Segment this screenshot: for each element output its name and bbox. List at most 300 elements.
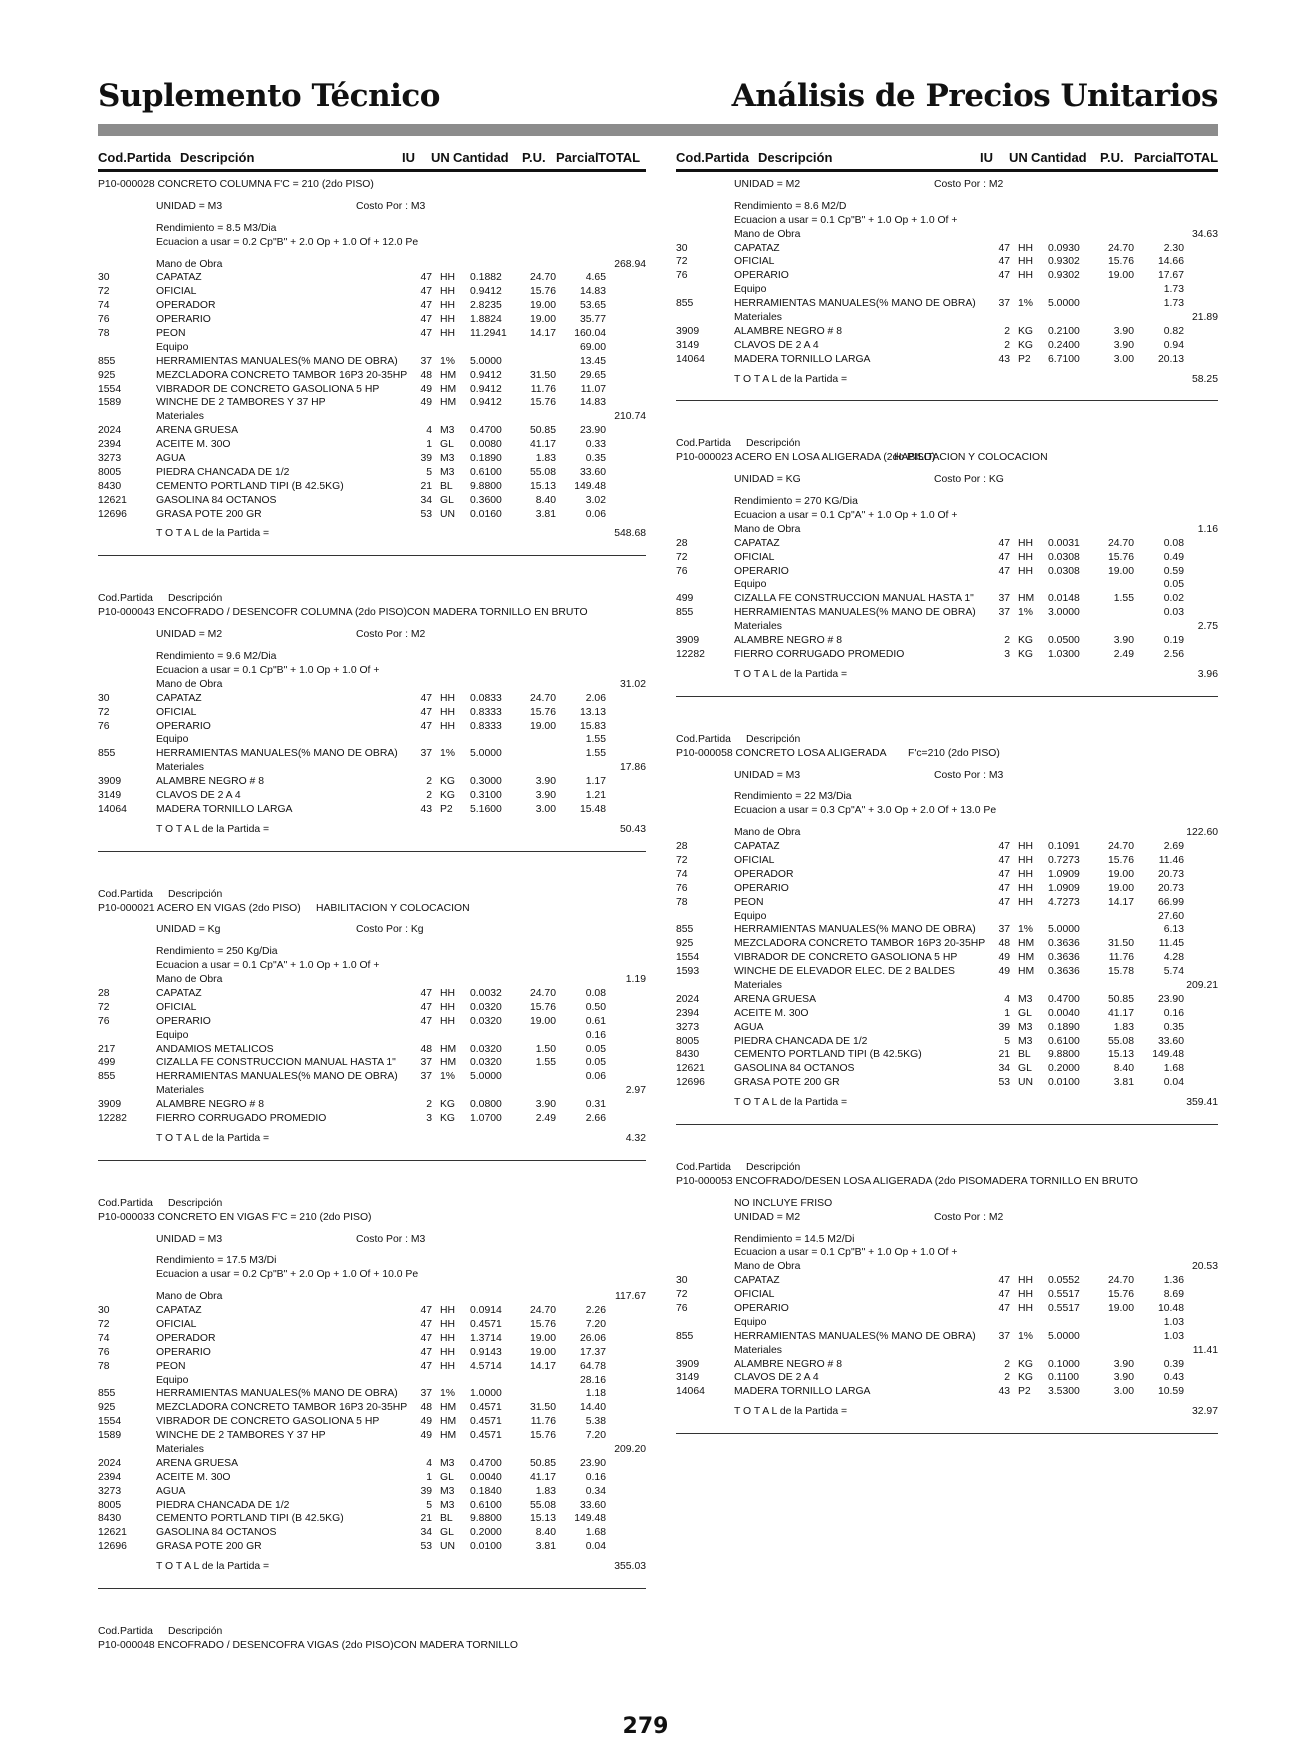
item-row: [98, 271, 646, 285]
item-desc: OFICIAL: [734, 1289, 775, 1301]
item-quantity: 0.4571: [470, 1416, 502, 1428]
unidad-text: UNIDAD = M2: [156, 629, 223, 641]
costo-text: Costo Por : Kg: [356, 924, 424, 936]
item-unit: HH: [440, 1001, 456, 1013]
partida-title: [676, 1175, 1218, 1189]
item-quantity: 2.8235: [470, 300, 502, 312]
category-label: Materiales: [156, 1085, 204, 1097]
item-desc: CAPATAZ: [734, 1275, 780, 1287]
item-partial: 1.68: [585, 1527, 606, 1539]
item-partial: 17.37: [579, 1346, 606, 1358]
item-quantity: 0.3636: [1048, 938, 1080, 950]
col-total: TOTAL: [598, 150, 641, 165]
unidad-text: UNIDAD = M2: [734, 179, 801, 190]
unidad-row: [98, 1233, 646, 1247]
item-iu: 47: [420, 286, 432, 298]
item-partial: 149.48: [574, 1513, 606, 1525]
col-desc: Descripción: [758, 150, 833, 165]
desc-label: Descripción: [746, 733, 801, 745]
item-desc: CAPATAZ: [156, 1305, 202, 1317]
item-desc: HERRAMIENTAS MANUALES(% MANO DE OBRA): [734, 924, 976, 936]
item-unit-price: 3.00: [1113, 353, 1134, 365]
item-desc: CAPATAZ: [734, 537, 780, 549]
item-unit: HM: [1018, 938, 1035, 950]
item-partial: 7.20: [585, 1430, 606, 1442]
item-row: [98, 692, 646, 706]
item-desc: OPERARIO: [734, 1303, 789, 1314]
item-partial: 23.90: [1157, 993, 1184, 1005]
item-desc: OFICIAL: [734, 854, 775, 866]
item-unit: HH: [1018, 270, 1034, 282]
item-iu: 47: [420, 328, 432, 340]
item-desc: OPERARIO: [156, 1346, 211, 1358]
category-label: Equipo: [156, 1029, 189, 1041]
item-iu: 4: [426, 425, 432, 437]
item-unit: HH: [440, 328, 456, 340]
item-row: [98, 466, 646, 480]
item-row: [98, 775, 646, 789]
item-code: 14064: [676, 1386, 705, 1398]
item-unit: 1%: [440, 355, 456, 367]
item-unit: M3: [440, 1457, 455, 1469]
item-unit-price: 3.90: [535, 776, 556, 788]
category-label: Mano de Obra: [734, 827, 801, 839]
item-unit: KG: [1018, 648, 1034, 660]
item-unit-price: 55.08: [529, 466, 556, 478]
item-partial: 0.35: [585, 453, 606, 465]
item-unit: HH: [1018, 551, 1034, 563]
item-quantity: 0.0040: [470, 1471, 502, 1483]
item-quantity: 1.0700: [470, 1112, 502, 1124]
item-unit: HM: [440, 369, 457, 381]
item-quantity: 0.5517: [1048, 1289, 1080, 1301]
cod-label: Cod.Partida: [676, 1161, 731, 1173]
item-unit-price: 55.08: [529, 1499, 556, 1511]
item-row: [98, 369, 646, 383]
item-row: [676, 1048, 1218, 1062]
partida-total: 355.03: [614, 1561, 646, 1573]
rendimiento-text: Rendimiento = 8.5 M3/Dia: [156, 222, 277, 234]
item-desc: OFICIAL: [156, 1319, 197, 1330]
item-row: [676, 269, 1218, 283]
item-quantity: 0.0032: [470, 987, 502, 999]
item-partial: 0.16: [585, 1029, 606, 1041]
item-code: 3273: [98, 453, 122, 465]
total-row: [676, 668, 1218, 682]
item-quantity: 0.4700: [470, 425, 502, 437]
item-partial: 0.05: [585, 1043, 606, 1055]
category-label: Equipo: [734, 579, 767, 591]
item-code: 72: [676, 551, 688, 563]
desc-label: Descripción: [168, 1197, 223, 1209]
partida-divider: [676, 1124, 1218, 1125]
item-code: 30: [98, 272, 110, 284]
desc-label: Descripción: [746, 438, 801, 450]
item-unit: HH: [440, 1305, 456, 1317]
item-iu: 48: [420, 1043, 432, 1055]
rendimiento-text: Rendimiento = 8.6 M2/D: [734, 200, 847, 212]
item-iu: 49: [420, 1430, 432, 1442]
ecuacion-text: Ecuacion a usar = 0.2 Cp"B" + 2.0 Op + 1.0 Of + 12.0 Pe: [156, 236, 419, 248]
item-quantity: 9.8800: [470, 480, 502, 492]
col-desc: Descripción: [180, 150, 255, 165]
item-unit: HH: [440, 272, 456, 284]
partida-title: [676, 451, 1218, 465]
item-row: [676, 951, 1218, 965]
cod-label: Cod.Partida: [98, 593, 153, 605]
item-unit-price: 19.00: [529, 1332, 556, 1344]
item-quantity: 0.0320: [470, 1015, 502, 1027]
category-row: [676, 228, 1218, 242]
item-quantity: 5.1600: [470, 803, 502, 815]
item-partial: 0.61: [585, 1015, 606, 1027]
item-quantity: 0.2100: [1048, 325, 1080, 337]
item-partial: 0.50: [585, 1001, 606, 1013]
col-un: UN: [1009, 150, 1028, 165]
item-desc: OPERADOR: [734, 868, 794, 880]
item-row: [676, 1274, 1218, 1288]
category-row: [676, 283, 1218, 297]
item-iu: 48: [420, 369, 432, 381]
cod-label: Cod.Partida: [98, 888, 153, 900]
item-unit-price: 3.90: [1113, 635, 1134, 647]
item-iu: 2: [1004, 635, 1010, 647]
item-desc: CAPATAZ: [156, 272, 202, 284]
partida-total: 359.41: [1186, 1097, 1218, 1109]
category-label: Mano de Obra: [156, 258, 223, 270]
item-unit: BL: [440, 480, 453, 492]
item-unit-price: 11.76: [530, 1416, 556, 1428]
item-partial: 14.83: [579, 286, 606, 298]
item-row: [676, 1062, 1218, 1076]
item-quantity: 0.0160: [470, 508, 502, 520]
item-code: 74: [676, 868, 688, 880]
item-unit: HH: [440, 1015, 456, 1027]
item-code: 78: [98, 1360, 110, 1372]
unidad-row: [676, 473, 1218, 487]
item-unit-price: 3.81: [535, 508, 556, 520]
item-desc: VIBRADOR DE CONCRETO GASOLIONA 5 HP: [156, 1416, 380, 1428]
item-unit-price: 50.85: [529, 425, 556, 437]
rendimiento-text: Rendimiento = 9.6 M2/Dia: [156, 651, 277, 663]
item-unit: HH: [440, 706, 456, 718]
item-row: [98, 1415, 646, 1429]
item-unit: M3: [1018, 1021, 1033, 1033]
item-partial: 13.45: [579, 355, 606, 367]
item-iu: 49: [420, 397, 432, 409]
item-unit-price: 1.50: [535, 1043, 556, 1055]
item-row: [676, 606, 1218, 620]
partida-total: 50.43: [619, 823, 646, 835]
item-quantity: 0.3636: [1048, 966, 1080, 978]
item-unit-price: 15.76: [1107, 854, 1134, 866]
item-quantity: 5.0000: [470, 355, 502, 367]
item-partial: 1.17: [585, 776, 606, 788]
item-quantity: 1.0909: [1048, 868, 1080, 880]
category-label: Equipo: [734, 284, 767, 296]
item-quantity: 0.9302: [1048, 270, 1080, 282]
item-unit: P2: [440, 803, 453, 815]
item-desc: PEON: [156, 328, 186, 340]
item-quantity: 5.0000: [1048, 1330, 1080, 1342]
item-code: 78: [676, 896, 688, 908]
category-total: 21.89: [1191, 312, 1218, 324]
item-iu: 49: [998, 952, 1010, 964]
item-iu: 47: [420, 1360, 432, 1372]
item-code: 72: [98, 706, 110, 718]
item-row: [98, 1332, 646, 1346]
item-iu: 21: [420, 1513, 432, 1525]
item-partial: 0.16: [1163, 1007, 1184, 1019]
unidad-text: UNIDAD = M3: [156, 200, 223, 212]
item-iu: 37: [420, 1057, 432, 1069]
item-code: 3273: [98, 1485, 122, 1497]
item-partial: 1.03: [1163, 1316, 1184, 1328]
item-iu: 47: [998, 1275, 1010, 1287]
item-unit-price: 3.81: [535, 1541, 556, 1553]
item-row: [676, 648, 1218, 662]
item-code: 8430: [98, 480, 122, 492]
total-row: [676, 1096, 1218, 1110]
item-code: 28: [98, 987, 110, 999]
partida-total: 58.25: [1191, 373, 1218, 385]
item-row: [98, 1098, 646, 1112]
costo-text: Costo Por : M2: [934, 179, 1004, 190]
item-unit: BL: [1018, 1049, 1031, 1061]
item-row: [98, 720, 646, 734]
item-unit: HH: [440, 300, 456, 312]
rendimiento-text: Rendimiento = 250 Kg/Dia: [156, 946, 278, 958]
item-iu: 1: [426, 1471, 432, 1483]
item-iu: 2: [426, 776, 432, 788]
item-row: [676, 840, 1218, 854]
header-bar: [98, 124, 1218, 136]
item-quantity: 0.0800: [470, 1099, 502, 1111]
item-row: [98, 1485, 646, 1499]
partida-header-row: [98, 1625, 646, 1639]
category-row: [676, 1260, 1218, 1274]
col-un: UN: [431, 150, 450, 165]
item-row: [98, 1512, 646, 1526]
item-quantity: 0.6100: [470, 466, 502, 478]
item-row: [676, 882, 1218, 896]
partida-title: [98, 606, 646, 620]
item-unit-price: 24.70: [1107, 242, 1134, 254]
category-label: Mano de Obra: [156, 678, 223, 690]
partida-extra: F'c=210 (2do PISO): [908, 747, 1000, 759]
ecuacion-text: Ecuacion a usar = 0.1 Cp"B" + 1.0 Op + 1.0 Of +: [734, 214, 958, 226]
category-total: 20.53: [1191, 1261, 1218, 1273]
item-partial: 0.08: [585, 987, 606, 999]
item-code: 855: [98, 1388, 116, 1400]
rendimiento-row: [98, 945, 646, 959]
item-code: 1589: [98, 1430, 122, 1442]
item-iu: 48: [998, 938, 1010, 950]
item-desc: CEMENTO PORTLAND TIPI (B 42.5KG): [156, 1513, 344, 1525]
item-partial: 4.65: [585, 272, 606, 284]
ecuacion-row: [98, 1268, 646, 1282]
partida-divider: [98, 555, 646, 556]
item-quantity: 0.0320: [470, 1057, 502, 1069]
item-row: [98, 987, 646, 1001]
item-desc: CAPATAZ: [734, 841, 780, 853]
item-unit-price: 24.70: [529, 987, 556, 999]
item-quantity: 0.1890: [1048, 1021, 1080, 1033]
spacer: [98, 250, 646, 258]
item-unit: KG: [1018, 339, 1034, 351]
partida-block: [98, 888, 646, 1161]
item-unit: 1%: [1018, 1330, 1034, 1342]
item-partial: 0.04: [585, 1541, 606, 1553]
item-quantity: 0.0930: [1048, 242, 1080, 254]
item-iu: 47: [420, 1015, 432, 1027]
item-unit: HH: [1018, 854, 1034, 866]
item-desc: PEON: [734, 896, 764, 908]
item-row: [98, 1540, 646, 1554]
item-row: [98, 494, 646, 508]
item-partial: 3.02: [585, 494, 606, 506]
category-row: [98, 733, 646, 747]
item-code: 28: [676, 841, 688, 853]
item-unit-price: 31.50: [529, 1402, 556, 1414]
item-partial: 1.55: [585, 748, 606, 760]
item-row: [676, 896, 1218, 910]
item-partial: 10.59: [1157, 1386, 1184, 1398]
item-row: [98, 452, 646, 466]
item-quantity: 0.0308: [1048, 551, 1080, 563]
desc-label: Descripción: [168, 593, 223, 605]
item-row: [98, 803, 646, 817]
item-desc: OPERARIO: [156, 314, 211, 326]
item-row: [98, 1360, 646, 1374]
partida-extra: HABILITACION Y COLOCACION: [894, 452, 1048, 464]
category-label: Equipo: [156, 341, 189, 353]
item-desc: PIEDRA CHANCADA DE 1/2: [156, 466, 290, 478]
item-unit: GL: [440, 494, 454, 506]
item-unit-price: 14.17: [1107, 896, 1134, 908]
item-iu: 47: [998, 565, 1010, 577]
item-desc: ARENA GRUESA: [156, 1457, 238, 1469]
item-unit-price: 15.13: [529, 1513, 556, 1525]
category-row: [98, 1374, 646, 1388]
item-partial: 0.04: [1163, 1077, 1184, 1089]
item-row: [98, 1457, 646, 1471]
item-iu: 53: [420, 1541, 432, 1553]
item-quantity: 0.4700: [1048, 993, 1080, 1005]
item-iu: 2: [1004, 339, 1010, 351]
partida-block: [676, 733, 1218, 1125]
category-row: [98, 678, 646, 692]
item-code: 3149: [676, 339, 700, 351]
item-row: [98, 327, 646, 341]
category-label: Equipo: [734, 910, 767, 922]
ecuacion-text: Ecuacion a usar = 0.2 Cp"B" + 2.0 Op + 1.0 Of + 10.0 Pe: [156, 1269, 419, 1281]
item-partial: 2.30: [1163, 242, 1184, 254]
item-partial: 17.67: [1157, 270, 1184, 282]
item-partial: 4.28: [1163, 952, 1184, 964]
unidad-row: [98, 628, 646, 642]
partida-total: 32.97: [1191, 1406, 1218, 1418]
item-partial: 0.31: [585, 1099, 606, 1111]
item-iu: 47: [420, 692, 432, 704]
item-unit-price: 19.00: [529, 300, 556, 312]
item-unit: M3: [440, 1485, 455, 1497]
spacer: [676, 487, 1218, 495]
partida-total: 4.32: [625, 1132, 646, 1144]
spacer: [98, 192, 646, 200]
item-partial: 1.68: [1163, 1063, 1184, 1075]
item-row: [98, 508, 646, 522]
item-quantity: 0.0914: [470, 1305, 502, 1317]
item-quantity: 3.5300: [1048, 1386, 1080, 1398]
item-unit-price: 14.17: [529, 328, 556, 340]
item-desc: GASOLINA 84 OCTANOS: [156, 494, 277, 506]
item-desc: PIEDRA CHANCADA DE 1/2: [156, 1499, 290, 1511]
item-iu: 37: [998, 924, 1010, 936]
item-desc: CLAVOS DE 2 A 4: [734, 1372, 819, 1384]
item-unit: KG: [440, 1112, 456, 1124]
item-unit-price: 24.70: [529, 1305, 556, 1317]
partida-block: [676, 1161, 1218, 1434]
cod-label: Cod.Partida: [676, 438, 731, 450]
partida-divider: [98, 851, 646, 852]
item-row: [676, 1288, 1218, 1302]
item-iu: 39: [998, 1021, 1010, 1033]
item-unit-price: 15.13: [529, 480, 556, 492]
item-unit: HH: [1018, 868, 1034, 880]
item-quantity: 0.0040: [1048, 1007, 1080, 1019]
item-quantity: 1.0300: [1048, 648, 1080, 660]
item-code: 1554: [98, 1416, 122, 1428]
item-partial: 14.83: [579, 397, 606, 409]
item-unit-price: 15.76: [529, 1430, 556, 1442]
item-iu: 47: [420, 1305, 432, 1317]
item-code: 12621: [98, 1527, 127, 1539]
partida-header-row: [98, 888, 646, 902]
spacer: [676, 761, 1218, 769]
item-quantity: 0.9143: [470, 1346, 502, 1358]
item-partial: 0.05: [1163, 579, 1184, 591]
item-unit: 1%: [440, 1071, 456, 1083]
item-quantity: 0.8333: [470, 720, 502, 732]
ecuacion-text: Ecuacion a usar = 0.1 Cp"A" + 1.0 Op + 1.0 Of +: [734, 510, 958, 522]
ecuacion-row: [98, 664, 646, 678]
rendimiento-row: [98, 1254, 646, 1268]
item-code: 2024: [676, 993, 700, 1005]
item-iu: 48: [420, 1402, 432, 1414]
item-desc: HERRAMIENTAS MANUALES(% MANO DE OBRA): [734, 607, 976, 619]
item-quantity: 0.6100: [470, 1499, 502, 1511]
item-unit: HH: [1018, 882, 1034, 894]
item-desc: ALAMBRE NEGRO # 8: [734, 635, 842, 647]
item-row: [98, 1015, 646, 1029]
item-row: [676, 923, 1218, 937]
item-unit-price: 3.00: [1113, 1386, 1134, 1398]
item-unit-price: 55.08: [1107, 1035, 1134, 1047]
partida-code-desc: P10-000043 ENCOFRADO / DESENCOFR COLUMNA (2do PISO)CON MADERA TORNILLO EN BRUTO: [98, 607, 588, 619]
item-quantity: 0.3000: [470, 776, 502, 788]
item-unit: GL: [1018, 1007, 1032, 1019]
category-total: 11.41: [1192, 1344, 1218, 1356]
item-partial: 11.45: [1158, 938, 1184, 950]
item-partial: 20.13: [1157, 353, 1184, 365]
item-unit-price: 50.85: [529, 1457, 556, 1469]
left-column: [98, 178, 646, 1653]
item-code: 72: [676, 854, 688, 866]
total-row: [98, 527, 646, 541]
item-code: 76: [98, 720, 110, 732]
item-row: [676, 1385, 1218, 1399]
